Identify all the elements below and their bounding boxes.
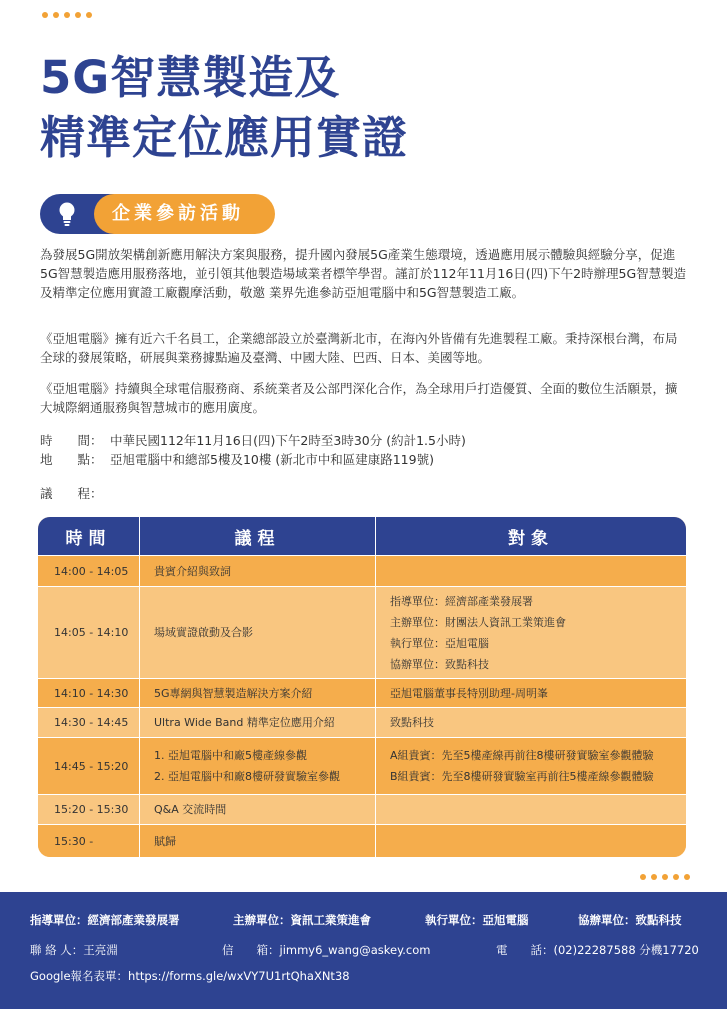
header-time: 時間 — [38, 517, 139, 555]
footer-executor-unit: 執行單位：亞旭電腦 — [425, 913, 529, 927]
agenda-item: Ultra Wide Band 精準定位應用介紹 — [154, 716, 335, 729]
footer-registration-link[interactable]: Google報名表單：https://forms.gle/wxVY7U1rtQhaXNt38 — [30, 969, 350, 983]
intro-paragraph-2: 《亞旭電腦》擁有近六千名員工，企業總部設立於臺灣新北市，在海內外皆備有先進製程工廠。秉持深根台灣，布局全球的發展策略，研展與業務據點遍及臺灣、中國大陸、巴西、日本、美國等地。 — [40, 331, 678, 365]
row-time: 14:45 - 15:20 — [38, 737, 139, 794]
row-target — [375, 555, 686, 586]
page-title — [40, 48, 408, 168]
footer-organizers — [30, 912, 690, 928]
table-row — [38, 707, 686, 737]
table-row — [38, 555, 686, 586]
row-agenda — [139, 824, 375, 857]
footer-co-organizer-unit: 協辦單位：致點科技 — [578, 913, 682, 927]
event-time — [40, 432, 466, 450]
row-agenda — [139, 586, 375, 678]
title-line-2: 精準定位應用實證 — [40, 111, 409, 164]
row-target — [375, 824, 686, 857]
target-line: 主辦單位：財團法人資訊工業策進會 — [390, 615, 566, 629]
event-place-value: 亞旭電腦中和總部5樓及10樓 (新北市中和區建康路119號) — [110, 452, 434, 467]
row-target — [375, 678, 686, 707]
row-agenda — [139, 737, 375, 794]
footer-email[interactable]: 信 箱：jimmy6_wang@askey.com — [222, 943, 431, 957]
footer-contact-person: 聯 絡 人：王亮淵 — [30, 943, 118, 957]
agenda-item: 貴賓介紹與致詞 — [154, 564, 231, 578]
footer-phone: 電 話：(02)22287588 分機17720 — [496, 943, 699, 957]
agenda-item: Q&A 交流時間 — [154, 803, 227, 816]
agenda-item: 場域實證啟動及合影 — [154, 626, 253, 639]
event-time-label: 時 間： — [40, 433, 103, 448]
row-time: 15:20 - 15:30 — [38, 794, 139, 824]
row-time: 14:10 - 14:30 — [38, 678, 139, 707]
section-title: 企業參訪活動 — [112, 203, 244, 224]
agenda-table — [38, 517, 686, 857]
footer — [0, 892, 727, 1009]
table-row — [38, 737, 686, 794]
row-time: 14:05 - 14:10 — [38, 586, 139, 678]
target-line: 執行單位：亞旭電腦 — [390, 636, 489, 650]
row-target — [375, 707, 686, 737]
intro-paragraph-3: 《亞旭電腦》持續與全球電信服務商、系統業者及公部門深化合作，為全球用戶打造優質、全面的數位生活願景，擴大城際網通服務與智慧城市的應用廣度。 — [40, 381, 678, 415]
event-time-value: 中華民國112年11月16日(四)下午2時至3時30分 (約計1.5小時) — [110, 433, 466, 448]
row-time: 15:30 - — [38, 824, 139, 857]
target-line: 致點科技 — [390, 716, 434, 729]
row-agenda — [139, 707, 375, 737]
agenda-label: 議 程： — [40, 486, 103, 501]
agenda-header-row — [38, 517, 686, 555]
footer-contact — [30, 942, 699, 958]
lightbulb-icon — [56, 201, 78, 227]
agenda-item: 5G專網與智慧製造解決方案介紹 — [154, 686, 313, 700]
decorative-dots — [640, 874, 690, 880]
section-tag — [40, 194, 275, 234]
row-target — [375, 794, 686, 824]
row-time: 14:30 - 14:45 — [38, 707, 139, 737]
agenda-item: 2. 亞旭電腦中和廠8樓研發實驗室參觀 — [154, 770, 340, 783]
target-line: 協辦單位：致點科技 — [390, 657, 489, 671]
table-row — [38, 678, 686, 707]
row-time: 14:00 - 14:05 — [38, 555, 139, 586]
header-agenda: 議程 — [139, 517, 375, 555]
table-row — [38, 824, 686, 857]
table-row — [38, 794, 686, 824]
agenda-item: 賦歸 — [154, 834, 176, 848]
event-place-label: 地 點： — [40, 452, 103, 467]
row-agenda — [139, 678, 375, 707]
target-line: 亞旭電腦董事長特別助理-周明峯 — [390, 686, 548, 700]
decorative-dots — [42, 12, 92, 18]
header-target: 對象 — [375, 517, 686, 555]
row-target — [375, 737, 686, 794]
footer-host-unit: 主辦單位：資訊工業策進會 — [233, 913, 371, 927]
row-target — [375, 586, 686, 678]
intro-paragraph-1: 為發展5G開放架構創新應用解決方案與服務，提升國內發展5G產業生態環境，透過應用展示體驗與經驗分享，促進5G智慧製造應用服務落地，並引領其他製造場域業者標竿學習。謹訂於112年11月16日(四)下午2時辦理5G智慧製造及精準定位應用實證工廠觀摩活動，敬邀 業界先進參訪亞旭電腦中和5G智慧製造工廠。 — [40, 247, 687, 300]
event-place — [40, 451, 434, 469]
target-line: B組貴賓：先至8樓研發實驗室再前往5樓產線參觀體驗 — [390, 770, 654, 783]
title-line-1: 5G智慧製造及 — [40, 51, 341, 104]
target-line: A組貴賓：先至5樓產線再前往8樓研發實驗室參觀體驗 — [390, 749, 654, 762]
agenda-item: 1. 亞旭電腦中和廠5樓產線參觀 — [154, 749, 307, 762]
table-row — [38, 586, 686, 678]
target-line: 指導單位：經濟部產業發展署 — [390, 594, 533, 608]
row-agenda — [139, 555, 375, 586]
row-agenda — [139, 794, 375, 824]
footer-guide-unit: 指導單位：經濟部產業發展署 — [30, 913, 180, 927]
